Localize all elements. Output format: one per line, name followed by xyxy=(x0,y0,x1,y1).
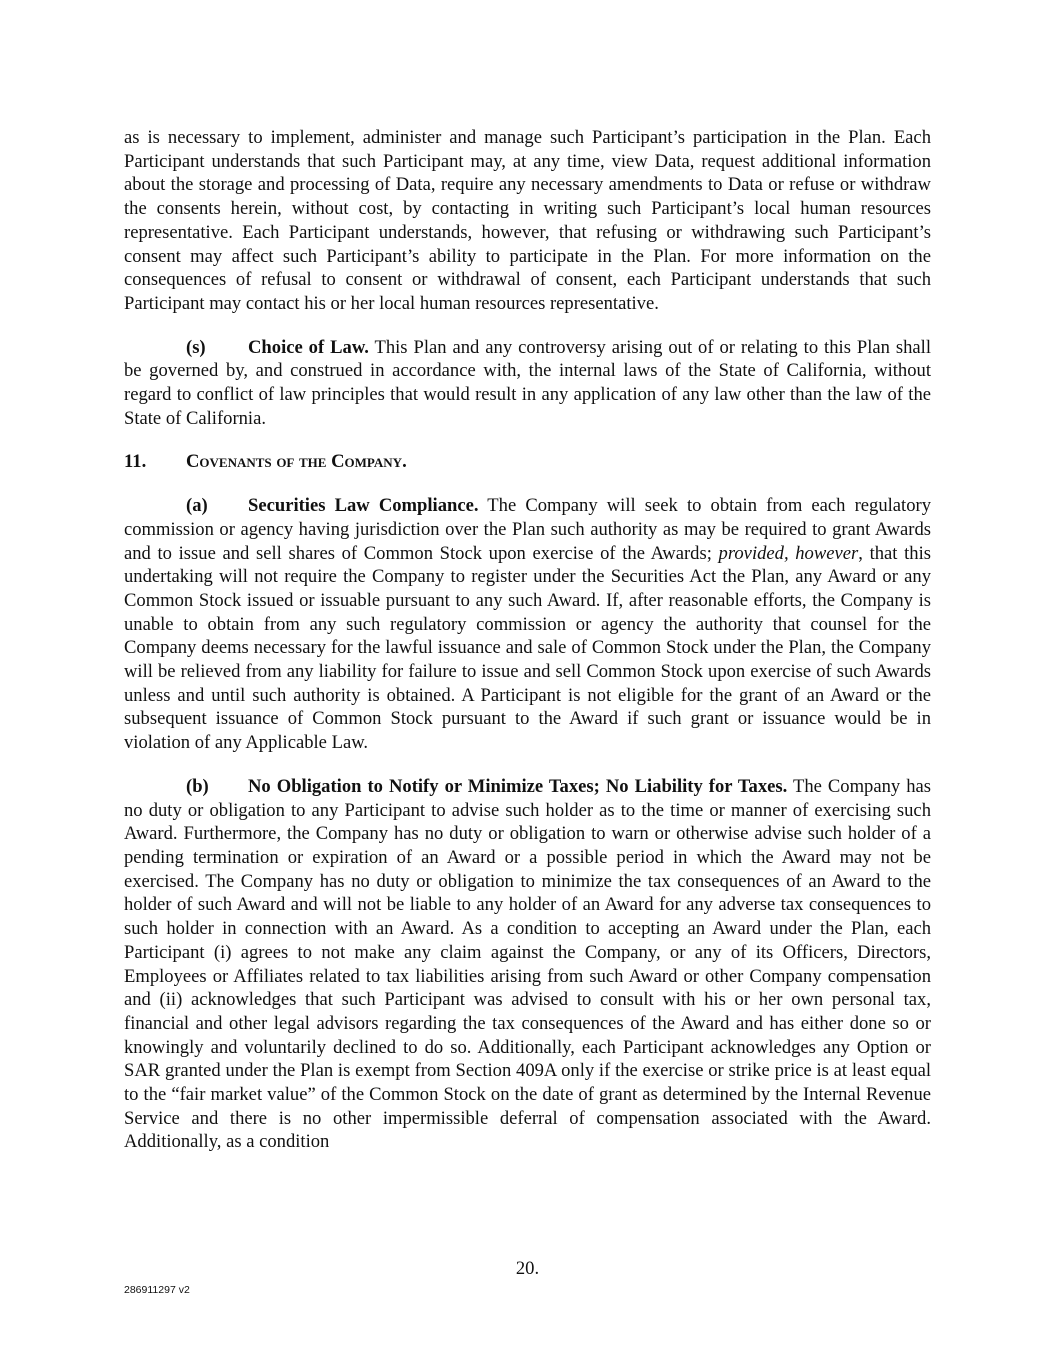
no-obligation-body: The Company has no duty or obligation to any Participant to advise such holder as to the time or manner of exercising such Award. Furthermore, the Company has no duty or obligation to warn or otherwise advise such holder of a pending termination or expiration of an Award or a possible period in which the Award may not be exercised. The Company has no duty or obligation to minimize the tax consequences of an Award to the holder of such Award and will not be liable to any holder of an Award for any adverse tax consequences to such holder in connection with an Award. As a condition to accepting an Award under the Plan, each Participant (i) agrees to not make any claim against the Company, or any of its Officers, Directors, Employees or Affiliates related to tax liabilities arising from such Award or other Company compensation and (ii) acknowledges that such Participant was advised to consult with his or her own personal tax, financial and other legal advisors regarding the tax consequences of the Award and has either done so or knowingly and voluntarily declined to do so. Additionally, each Participant acknowledges any Option or SAR granted under the Plan is exempt from Section 409A only if the exercise or strike price is at least equal to the “fair market value” of the Common Stock on the date of grant as determined by the Internal Revenue Service and there is no other impermissible deferral of compensation associated with the Award. Additionally, as a condition xyxy=(124,775,932,1153)
section-title: Covenants of the Company. xyxy=(186,451,407,473)
paragraph-choice-of-law xyxy=(124,336,931,431)
document-page xyxy=(124,126,931,1154)
section-number: 11. xyxy=(124,451,147,473)
choice-of-law-body: This Plan and any controversy arising out of or relating to this Plan shall be governed by, and construed in accordance with, the internal laws of the State of California, without regard to conflict of law principles that would result in any application of any law other than the law of the State of California. xyxy=(124,336,931,429)
choice-of-law-heading: Choice of Law. xyxy=(248,336,369,358)
subsection-marker-a: (a) xyxy=(186,495,208,517)
paragraph-no-obligation-taxes xyxy=(124,775,931,1154)
paragraph-data-consent-continuation: as is necessary to implement, administer and manage such Participant’s participation in the Plan. Each Participant understands that such Participant may, at any time, view Data, request additional information about the storage and processing of Data, require any necessary amendments to Data or refuse or withdraw the consents herein, without cost, by contacting in writing such Participant’s local human resources representative. Each Participant understands, however, that refusing or withdrawing such Participant’s consent may affect such Participant’s ability to participate in the Plan. For more information on the consequences of refusal to consent or withdrawal of consent, each Participant understands that such Participant may contact his or her local human resources representative. xyxy=(124,127,931,314)
paragraph-securities-law-compliance xyxy=(124,494,931,755)
no-obligation-heading: No Obligation to Notify or Minimize Taxes; No Liability for Taxes. xyxy=(248,775,788,797)
page-number: 20. xyxy=(515,1258,540,1279)
document-id: 286911297 v2 xyxy=(124,1284,190,1296)
securities-law-italic-proviso: provided, however xyxy=(718,542,859,564)
section-11-heading xyxy=(124,450,931,474)
subsection-marker-b: (b) xyxy=(186,775,209,797)
securities-law-body-part2: , that this undertaking will not require the Company to register under the Securities Act the Plan, any Award or any Common Stock issued or issuable pursuant to any such Award. If, after reasonable efforts, the Company is unable to obtain from any such regulatory commission or agency the authority that counsel for the Company deems necessary for the lawful issuance and sale of Common Stock under the Plan, the Company will be relieved from any liability for failure to issue and sell Common Stock upon exercise of such Awards unless and until such authority is obtained. A Participant is not eligible for the grant of an Award or the subsequent issuance of Common Stock pursuant to the Award if such grant or issuance would be in violation of any Applicable Law. xyxy=(124,542,931,754)
securities-law-body-part1: The Company will seek to obtain from each regulatory commission or agency having jurisdiction over the Plan such authority as may be required to grant Awards and to issue and sell shares of Common Stock upon exercise of the Awards; xyxy=(124,495,931,564)
subsection-marker-s: (s) xyxy=(186,336,206,358)
securities-law-heading: Securities Law Compliance. xyxy=(248,495,479,517)
